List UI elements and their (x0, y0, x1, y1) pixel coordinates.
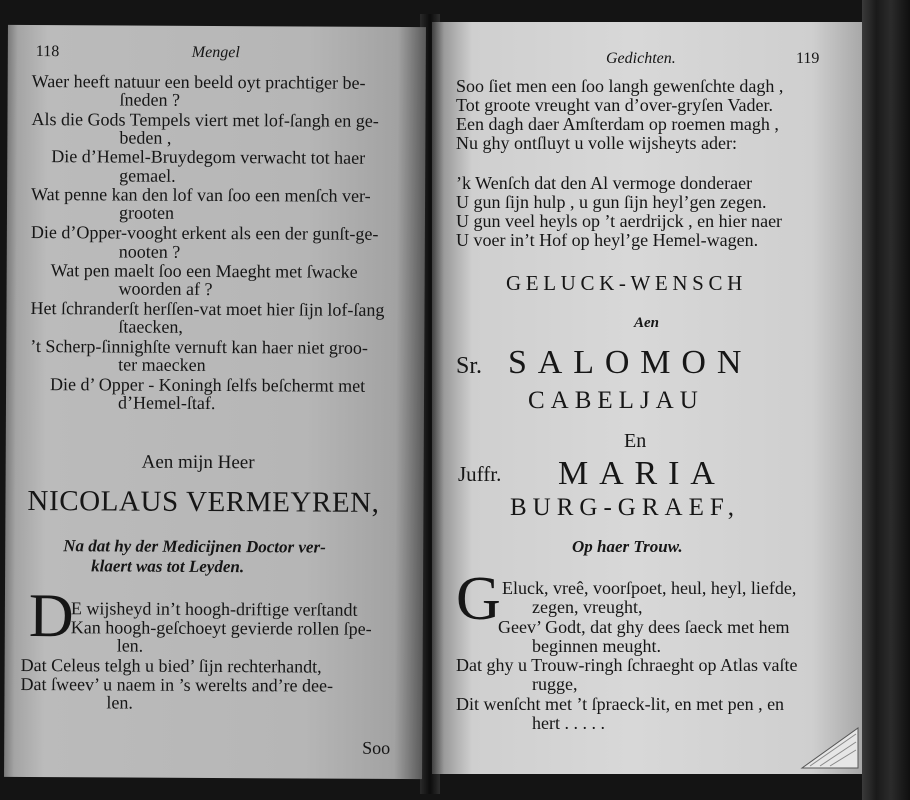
verse-line: len. (116, 635, 144, 656)
verse-line: rugge, (532, 674, 578, 694)
stanza-line: U gun ſijn hulp , u gun ſijn heyl’gen zegen. (456, 192, 767, 212)
poem-line: ſneden ? (119, 89, 181, 110)
verse-line: zegen, vreught, (532, 597, 643, 617)
poem-line: Wat penne kan den lof van ſoo een menſch ver- (31, 184, 371, 206)
poem-line: Die d’Opper-vooght erkent als een der gunſt-ge- (30, 222, 379, 244)
poem-line: gemael. (119, 165, 176, 186)
verse-line: Dit wenſcht met ’t ſpraeck-lit, en met pen , en (456, 694, 785, 714)
book-spine (862, 0, 910, 800)
poem-line: woorden af ? (118, 278, 213, 299)
title-prefix-juffr: Juffr. (458, 462, 502, 486)
poem-line: Die d’Hemel-Bruydegom verwacht tot haer (51, 146, 366, 168)
drop-cap: D (28, 582, 74, 651)
running-head-right: Gedichten. (606, 50, 676, 67)
left-page (4, 25, 426, 779)
verse-line: E wijsheyd in’t hoogh-driftige verſtandt (70, 598, 358, 620)
verse-line: Dat ſweev’ u naem in ’s werelts and’re dee- (20, 673, 334, 696)
drop-cap: G (456, 565, 501, 633)
bride-surname: BURG-GRAEF, (510, 494, 740, 521)
page-number-left: 118 (35, 43, 60, 61)
dedication-to: Aen (634, 315, 660, 331)
verse-line: hert . . . . . (532, 713, 605, 733)
stanza-line: Een dagh daer Amſterdam op roemen magh , (456, 114, 779, 134)
page-corner-fold (800, 720, 860, 770)
verse-line: len. (106, 692, 133, 713)
stanza-line: Tot groote vreught van d’over-gryſen Vader. (456, 95, 773, 115)
poem-line: Als die Gods Tempels viert met lof-ſangh en ge- (31, 109, 379, 131)
stanza-line: Nu ghy ontſluyt u volle wijsheyts ader: (456, 133, 737, 153)
catchword: Soo (362, 737, 391, 758)
poem-line: Waer heeft natuur een beeld oyt prachtiger be- (31, 71, 366, 93)
page-number-right: 119 (796, 50, 820, 67)
verse-line: Eluck, vreê, voorſpoet, heul, heyl, liefde, (502, 578, 797, 598)
verse-line: Dat Celeus telgh u bied’ ſijn rechterhandt, (20, 654, 322, 677)
right-page (432, 22, 862, 774)
poem-line: Die d’ Opper - Koningh ſelfs beſchermt met (50, 374, 366, 396)
groom-surname: CABELJAU (528, 387, 704, 414)
stanza-line: Soo ſiet men een ſoo langh gewenſchte dagh , (456, 76, 784, 96)
poem-line: grooten (118, 202, 175, 223)
poem-line: d’Hemel-ſtaf. (117, 392, 216, 414)
bride-first-name: MARIA (558, 455, 726, 492)
running-head-left: Mengel (191, 43, 240, 62)
verse-line: Kan hoogh-geſchoeyt gevierde rollen ſpe- (70, 617, 372, 639)
groom-first-name: SALOMON (508, 344, 753, 381)
occasion-line: Op haer Trouw. (572, 537, 683, 556)
stanza-line: U voer in’t Hof op heyl’ge Hemel-wagen. (456, 230, 759, 250)
stanza-line: ’k Wenſch dat den Al vermoge donderaer (456, 173, 753, 193)
poem-line: ſtaecken, (118, 316, 183, 337)
poem-line: beden , (119, 127, 172, 148)
stanza-line: U gun veel heyls op ’t aerdrijck , en hier naer (456, 211, 783, 231)
dedication-heading: Aen mijn Heer (141, 451, 255, 474)
poem-line: ter maecken (118, 354, 206, 375)
conjunction-en: En (624, 430, 647, 452)
poem-line: Wat pen maelt ſoo een Maeght met ſwacke (50, 260, 358, 282)
poem-line: ’t Scherp-ſinnighſte vernuft kan haer niet groo- (30, 336, 368, 358)
poem-line: nooten ? (118, 241, 181, 262)
verse-line: Dat ghy u Trouw-ringh ſchraeght op Atlas vaſte (456, 655, 798, 675)
subtitle-line: klaert was tot Leyden. (91, 556, 245, 577)
poem-line: Het ſchranderſt herſſen-vat moet hier ſijn lof-ſang (30, 298, 385, 320)
verse-line: Geev’ Godt, dat ghy dees ſaeck met hem (498, 617, 790, 637)
verse-line: beginnen meught. (532, 636, 661, 656)
poem-title: GELUCK-WENSCH (506, 271, 747, 295)
dedicatee-name: NICOLAUS VERMEYREN, (27, 485, 380, 519)
title-prefix-sr: Sr. (456, 353, 483, 379)
subtitle-line: Na dat hy der Medicijnen Doctor ver- (63, 536, 326, 557)
